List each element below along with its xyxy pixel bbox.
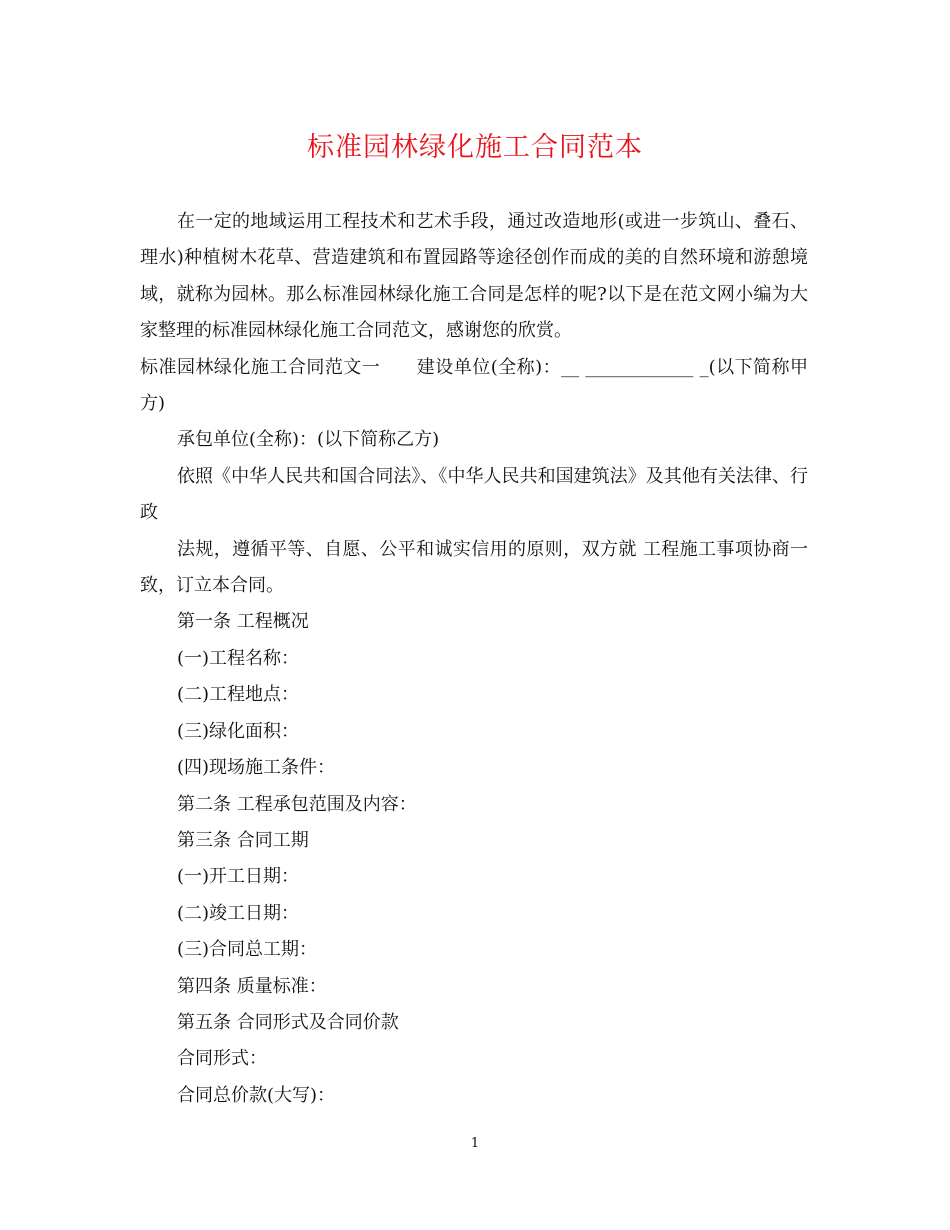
clause-line: (三)绿化面积： [177, 720, 300, 742]
intro-paragraph: 在一定的地域运用工程技术和艺术手段，通过改造地形(或进一步筑山、叠石、理水)种植树木花草、营造建筑和布置园路等途径创作而成的美的自然环境和游憩境域，就称为园林。那么标准园林绿化施工合同是怎样的呢?以下是在范文网小编为大家整理的标准园林绿化施工合同范文，感谢您的欣赏。 [140, 211, 808, 342]
party-a-blank: __ ____________ _ [561, 356, 709, 378]
clause-line: (三)合同总工期： [177, 939, 318, 961]
clause-line: 第四条 质量标准： [177, 975, 327, 997]
clause-line: 合同形式： [177, 1048, 267, 1070]
document-title: 标准园林绿化施工合同范本 [307, 132, 643, 163]
clause-line: (四)现场施工条件： [177, 757, 336, 779]
page-number: 1 [470, 1136, 480, 1151]
clause-line: (一)工程名称： [177, 647, 300, 669]
party-a-suffix: (以下简称甲方) [140, 356, 809, 415]
sample-heading: 标准园林绿化施工合同范文一 [140, 356, 381, 378]
party-b-line: 承包单位(全称)：(以下简称乙方) [177, 429, 440, 451]
party-a-label: 建设单位(全称)： [416, 356, 562, 378]
party-a-line [140, 350, 808, 423]
clause-line: (二)工程地点： [177, 684, 300, 706]
clause-line: 第二条 工程承包范围及内容： [177, 793, 417, 815]
clause-line: 第五条 合同形式及合同价款 [177, 1011, 399, 1033]
clause-line: (一)开工日期： [177, 866, 300, 888]
clause-line: (二)竣工日期： [177, 902, 300, 924]
principles-paragraph: 法规，遵循平等、自愿、公平和诚实信用的原则，双方就 工程施工事项协商一致，订立本合同。 [140, 538, 808, 597]
clause-line: 第一条 工程概况 [177, 611, 309, 633]
clause-line: 第三条 合同工期 [177, 829, 309, 851]
document-body [140, 204, 808, 1114]
legal-basis-paragraph: 依照《中华人民共和国合同法》、《中华人民共和国建筑法》及其他有关法律、行政 [140, 465, 808, 524]
clause-line: 合同总价款(大写)： [177, 1084, 336, 1106]
